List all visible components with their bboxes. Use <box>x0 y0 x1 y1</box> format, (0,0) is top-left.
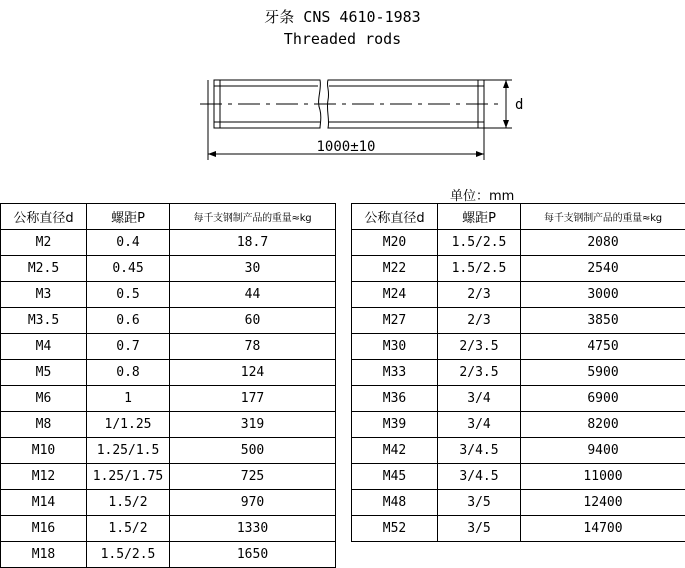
table-row <box>352 308 685 334</box>
cell-diameter: M4 <box>1 334 87 360</box>
cell-diameter: M2.5 <box>1 256 87 282</box>
cell-weight: 4750 <box>521 334 685 360</box>
spec-table-left <box>0 203 336 568</box>
cell-diameter: M22 <box>352 256 438 282</box>
header-weight: 每千支钢制产品的重量≈kg <box>521 204 685 230</box>
cell-diameter: M16 <box>1 516 87 542</box>
cell-pitch: 0.45 <box>87 256 170 282</box>
cell-diameter: M42 <box>352 438 438 464</box>
cell-weight: 1650 <box>170 542 336 568</box>
cell-pitch: 1.5/2 <box>87 490 170 516</box>
cell-weight: 18.7 <box>170 230 336 256</box>
table-row <box>352 490 685 516</box>
table-row <box>1 490 336 516</box>
table-header-row <box>352 204 685 230</box>
cell-weight: 725 <box>170 464 336 490</box>
cell-pitch: 0.6 <box>87 308 170 334</box>
table-row <box>352 386 685 412</box>
cell-weight: 177 <box>170 386 336 412</box>
table-row <box>352 438 685 464</box>
cell-weight: 78 <box>170 334 336 360</box>
header-diameter: 公称直径d <box>352 204 438 230</box>
cell-diameter: M27 <box>352 308 438 334</box>
table-row <box>1 230 336 256</box>
table-row <box>1 282 336 308</box>
cell-diameter: M24 <box>352 282 438 308</box>
header-diameter: 公称直径d <box>1 204 87 230</box>
cell-pitch: 3/4.5 <box>438 464 521 490</box>
title-english: Threaded rods <box>0 30 685 48</box>
cell-pitch: 1/1.25 <box>87 412 170 438</box>
cell-diameter: M5 <box>1 360 87 386</box>
cell-pitch: 1.5/2 <box>87 516 170 542</box>
header-weight: 每千支钢制产品的重量≈kg <box>170 204 336 230</box>
table-row <box>352 464 685 490</box>
table-row <box>1 542 336 568</box>
cell-diameter: M33 <box>352 360 438 386</box>
cell-weight: 8200 <box>521 412 685 438</box>
cell-diameter: M12 <box>1 464 87 490</box>
cell-weight: 44 <box>170 282 336 308</box>
cell-diameter: M3.5 <box>1 308 87 334</box>
cell-weight: 11000 <box>521 464 685 490</box>
cell-weight: 319 <box>170 412 336 438</box>
arrow-diameter-top <box>503 80 509 88</box>
cell-pitch: 1 <box>87 386 170 412</box>
arrow-diameter-bottom <box>503 120 509 128</box>
cell-weight: 30 <box>170 256 336 282</box>
cell-weight: 60 <box>170 308 336 334</box>
cell-pitch: 1.5/2.5 <box>438 230 521 256</box>
table-row <box>1 256 336 282</box>
cell-diameter: M20 <box>352 230 438 256</box>
unit-label: 单位：mm <box>450 185 514 204</box>
cell-pitch: 2/3 <box>438 308 521 334</box>
cell-pitch: 0.4 <box>87 230 170 256</box>
table-row <box>1 516 336 542</box>
cell-diameter: M52 <box>352 516 438 542</box>
cell-weight: 3000 <box>521 282 685 308</box>
table-row <box>352 516 685 542</box>
cell-diameter: M2 <box>1 230 87 256</box>
table-row <box>352 256 685 282</box>
cell-weight: 14700 <box>521 516 685 542</box>
threaded-rod-drawing <box>0 0 685 200</box>
cell-pitch: 0.8 <box>87 360 170 386</box>
cell-weight: 1330 <box>170 516 336 542</box>
cell-weight: 5900 <box>521 360 685 386</box>
cell-pitch: 3/4 <box>438 412 521 438</box>
arrow-length-left <box>208 151 216 157</box>
table-header-row <box>1 204 336 230</box>
cell-pitch: 1.5/2.5 <box>438 256 521 282</box>
cell-pitch: 3/4 <box>438 386 521 412</box>
cell-weight: 2080 <box>521 230 685 256</box>
cell-diameter: M18 <box>1 542 87 568</box>
diameter-label: d <box>515 97 523 113</box>
cell-pitch: 3/4.5 <box>438 438 521 464</box>
spec-table-right <box>351 203 685 542</box>
table-row <box>1 464 336 490</box>
cell-pitch: 3/5 <box>438 516 521 542</box>
table-row <box>1 386 336 412</box>
cell-pitch: 2/3.5 <box>438 360 521 386</box>
cell-diameter: M45 <box>352 464 438 490</box>
length-label: 1000±10 <box>316 139 375 155</box>
cell-diameter: M36 <box>352 386 438 412</box>
cell-pitch: 1.25/1.5 <box>87 438 170 464</box>
cell-pitch: 0.5 <box>87 282 170 308</box>
cell-pitch: 0.7 <box>87 334 170 360</box>
table-row <box>352 360 685 386</box>
table-row <box>1 334 336 360</box>
cell-diameter: M6 <box>1 386 87 412</box>
cell-weight: 9400 <box>521 438 685 464</box>
table-row <box>352 230 685 256</box>
cell-weight: 124 <box>170 360 336 386</box>
cell-weight: 3850 <box>521 308 685 334</box>
cell-diameter: M8 <box>1 412 87 438</box>
cell-pitch: 2/3.5 <box>438 334 521 360</box>
cell-diameter: M30 <box>352 334 438 360</box>
table-row <box>1 360 336 386</box>
arrow-length-right <box>476 151 484 157</box>
header-pitch: 螺距P <box>87 204 170 230</box>
cell-diameter: M3 <box>1 282 87 308</box>
table-row <box>352 412 685 438</box>
cell-diameter: M14 <box>1 490 87 516</box>
cell-weight: 6900 <box>521 386 685 412</box>
cell-diameter: M48 <box>352 490 438 516</box>
header-pitch: 螺距P <box>438 204 521 230</box>
title-chinese: 牙条 CNS 4610-1983 <box>0 6 685 27</box>
cell-weight: 2540 <box>521 256 685 282</box>
table-row <box>1 308 336 334</box>
cell-pitch: 1.25/1.75 <box>87 464 170 490</box>
table-row <box>1 412 336 438</box>
cell-pitch: 2/3 <box>438 282 521 308</box>
table-row <box>352 282 685 308</box>
cell-pitch: 1.5/2.5 <box>87 542 170 568</box>
cell-pitch: 3/5 <box>438 490 521 516</box>
cell-diameter: M10 <box>1 438 87 464</box>
cell-weight: 12400 <box>521 490 685 516</box>
cell-weight: 970 <box>170 490 336 516</box>
table-row <box>352 334 685 360</box>
cell-diameter: M39 <box>352 412 438 438</box>
cell-weight: 500 <box>170 438 336 464</box>
table-row <box>1 438 336 464</box>
